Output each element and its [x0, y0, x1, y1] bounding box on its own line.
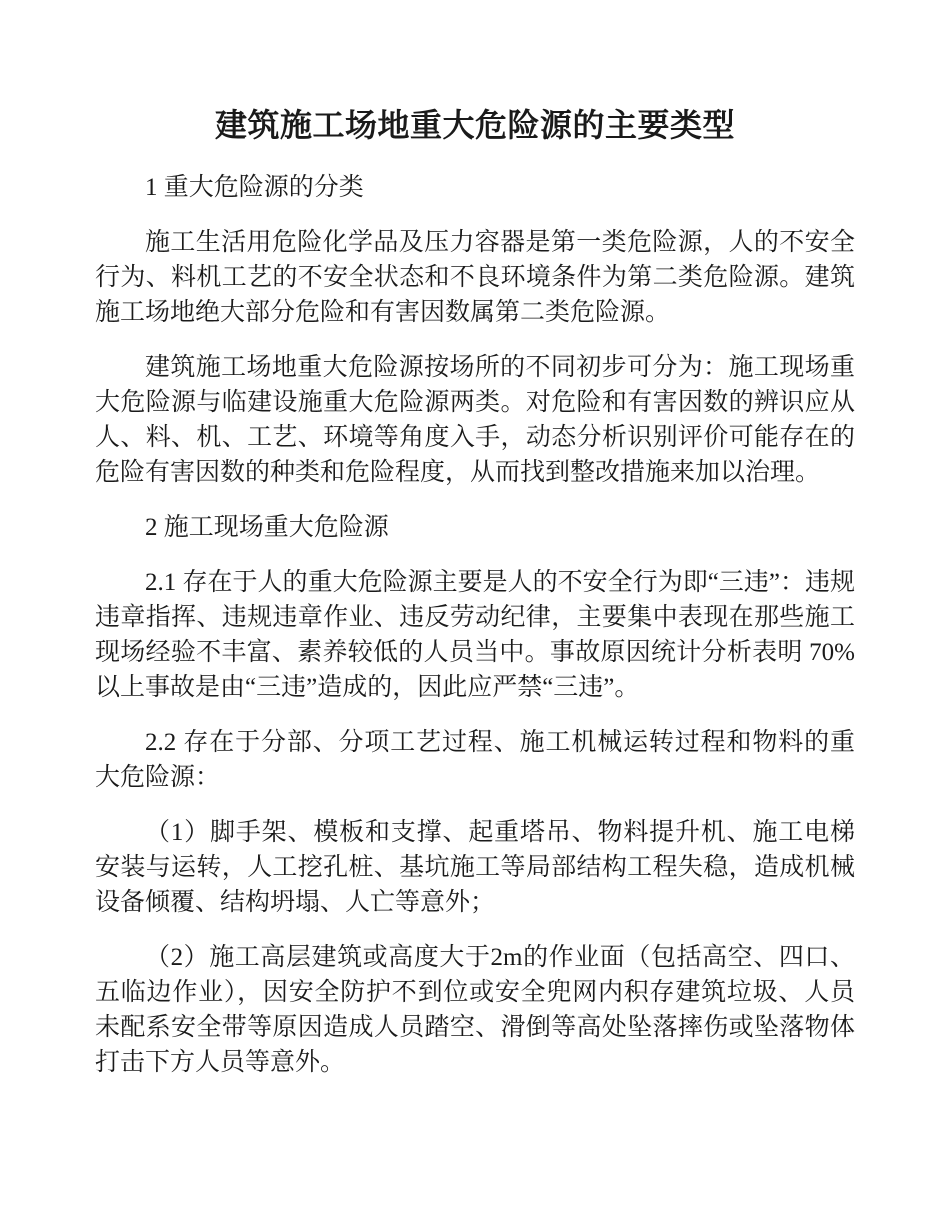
section-heading-2: 2 施工现场重大危险源 — [145, 514, 389, 541]
paragraph-2-2-process-hazards: 2.2 存在于分部、分项工艺过程、施工机械运转过程和物料的重大危险源： — [95, 729, 855, 791]
section-heading-1: 1 重大危险源的分类 — [145, 174, 364, 201]
paragraph-hazard-classes: 施工生活用危险化学品及压力容器是第一类危险源，人的不安全行为、料机工艺的不安全状态和不良环境条件为第二类危险源。建筑施工场地绝大部分危险和有害因数属第二类危险源。 — [95, 229, 855, 326]
paragraph-site-classification: 建筑施工场地重大危险源按场所的不同初步可分为：施工现场重大危险源与临建设施重大危险源两类。对危险和有害因数的辨识应从人、料、机、工艺、环境等角度入手，动态分析识别评价可能存在的危险有害因数的种类和危险程度，从而找到整改措施来加以治理。 — [95, 354, 855, 486]
paragraph-item-1-scaffold: （1）脚手架、模板和支撑、起重塔吊、物料提升机、施工电梯安装与运转，人工挖孔桩、基坑施工等局部结构工程失稳，造成机械设备倾覆、结构坍塌、人亡等意外； — [95, 819, 855, 916]
document-title: 建筑施工场地重大危险源的主要类型 — [214, 107, 735, 143]
paragraph-2-1-human-hazards: 2.1 存在于人的重大危险源主要是人的不安全行为即“三违”：违规违章指挥、违规违章作业、违反劳动纪律，主要集中表现在那些施工现场经验不丰富、素养较低的人员当中。事故原因统计分析表明 70%以上事故是由“三违”造成的，因此应严禁“三违”。 — [95, 569, 855, 701]
paragraph-item-2-height-work: （2）施工高层建筑或高度大于2m的作业面（包括高空、四口、五临边作业），因安全防护不到位或安全兜网内积存建筑垃圾、人员未配系安全带等原因造成人员踏空、滑倒等高处坠落摔伤或坠落物体打击下方人员等意外。 — [95, 944, 855, 1076]
